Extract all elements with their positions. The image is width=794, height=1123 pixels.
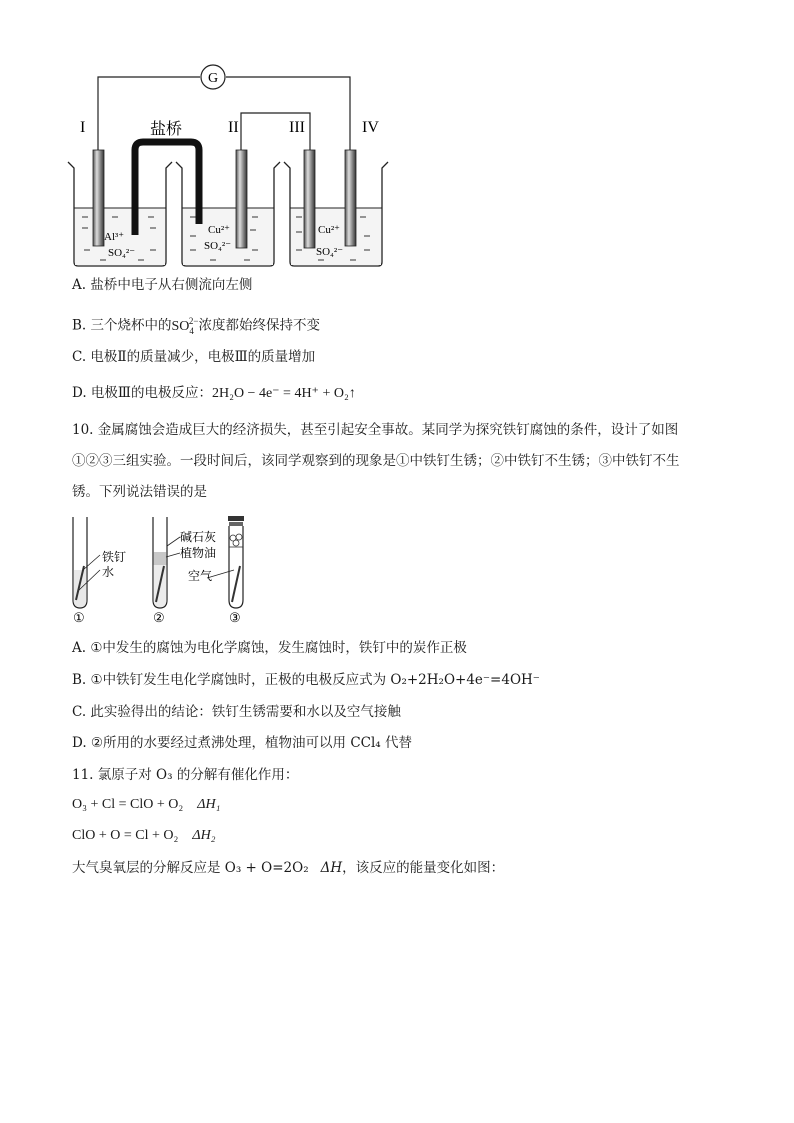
q9-option-b-ion: $SO_4^{2-}$	[171, 316, 199, 336]
label-air: 空气	[188, 569, 213, 583]
tube-label-2: ②	[153, 610, 165, 625]
label-soda-lime: 碱石灰	[180, 530, 217, 544]
q10-option-c: C. 此实验得出的结论：铁钉生锈需要和水以及空气接触	[72, 704, 401, 720]
q9-option-d-equation: 2H₂O − 4e⁻ = 4H⁺ + O₂↑	[211, 386, 356, 401]
beaker-3-ion-b: SO₄²⁻	[316, 246, 344, 258]
q9-option-a: A. 盐桥中电子从右侧流向左侧	[72, 277, 253, 293]
label-nail: 铁钉	[102, 550, 127, 564]
beaker-1-ion-a: Al³⁺	[104, 231, 125, 243]
q9-option-c: C. 电极Ⅱ的质量减少，电极Ⅲ的质量增加	[72, 349, 316, 365]
q10-stem-line-3: 锈。下列说法错误的是	[72, 484, 207, 500]
q11-eq1-enthalpy: ΔH₁	[197, 797, 221, 812]
q10-option-b: B. ①中铁钉发生电化学腐蚀时，正极的电极反应式为 O₂+2H₂O+4e⁻=4OH⁻	[72, 672, 540, 688]
label-water: 水	[102, 565, 115, 579]
electrode-label-2: II	[228, 119, 239, 136]
q10-stem-line-2: ①②③三组实验。一段时间后，该同学观察到的现象是①中铁钉生锈；②中铁钉不生锈；③中铁钉不生	[72, 453, 680, 469]
tube-label-3: ③	[229, 610, 241, 625]
test-tube-3	[228, 516, 244, 608]
beaker-1-ion-b: SO₄²⁻	[108, 247, 136, 259]
q9-option-d-prefix: D. 电极Ⅲ的电极反应：	[72, 385, 212, 401]
q11-equation-2: ClO + O = Cl + O₂ ΔH₂	[72, 828, 216, 843]
label-plant-oil: 植物油	[180, 546, 217, 560]
test-tube-2	[153, 517, 167, 608]
q10-stem-line-1: 10. 金属腐蚀会造成巨大的经济损失，甚至引起安全事故。某同学为探究铁钉腐蚀的条件，设计了如图	[72, 422, 679, 438]
q9-option-b-suffix: 浓度都始终保持不变	[198, 317, 320, 334]
svg-text:G: G	[207, 71, 219, 86]
q11-stem-2-enthalpy: ΔH	[320, 860, 343, 876]
electrode-label-1: I	[80, 119, 86, 136]
beaker-2-ion-b: SO₄²⁻	[204, 240, 232, 252]
q9-option-b-prefix: B. 三个烧杯中的	[72, 317, 172, 334]
q11-equation-1: O₃ + Cl = ClO + O₂ ΔH₁	[72, 797, 221, 812]
beaker-2-ion-a: Cu²⁺	[208, 224, 230, 236]
q11-eq2-enthalpy: ΔH₂	[192, 828, 216, 843]
test-tube-1	[73, 517, 87, 608]
q11-stem-2: 大气臭氧层的分解反应是 O₃ + O=2O₂ ΔH，该反应的能量变化如图：	[72, 860, 505, 876]
electrode-label-4: IV	[362, 119, 379, 136]
tube-label-1: ①	[73, 610, 85, 625]
q11-stem: 11. 氯原子对 O₃ 的分解有催化作用：	[72, 767, 299, 783]
q10-option-d: D. ②所用的水要经过煮沸处理，植物油可以用 CCl₄ 代替	[72, 735, 412, 751]
beaker-3-ion-a: Cu²⁺	[318, 224, 340, 236]
q10-option-a: A. ①中发生的腐蚀为电化学腐蚀，发生腐蚀时，铁钉中的炭作正极	[72, 640, 467, 656]
salt-bridge-label: 盐桥	[150, 121, 183, 138]
electrode-label-3: III	[289, 119, 305, 136]
